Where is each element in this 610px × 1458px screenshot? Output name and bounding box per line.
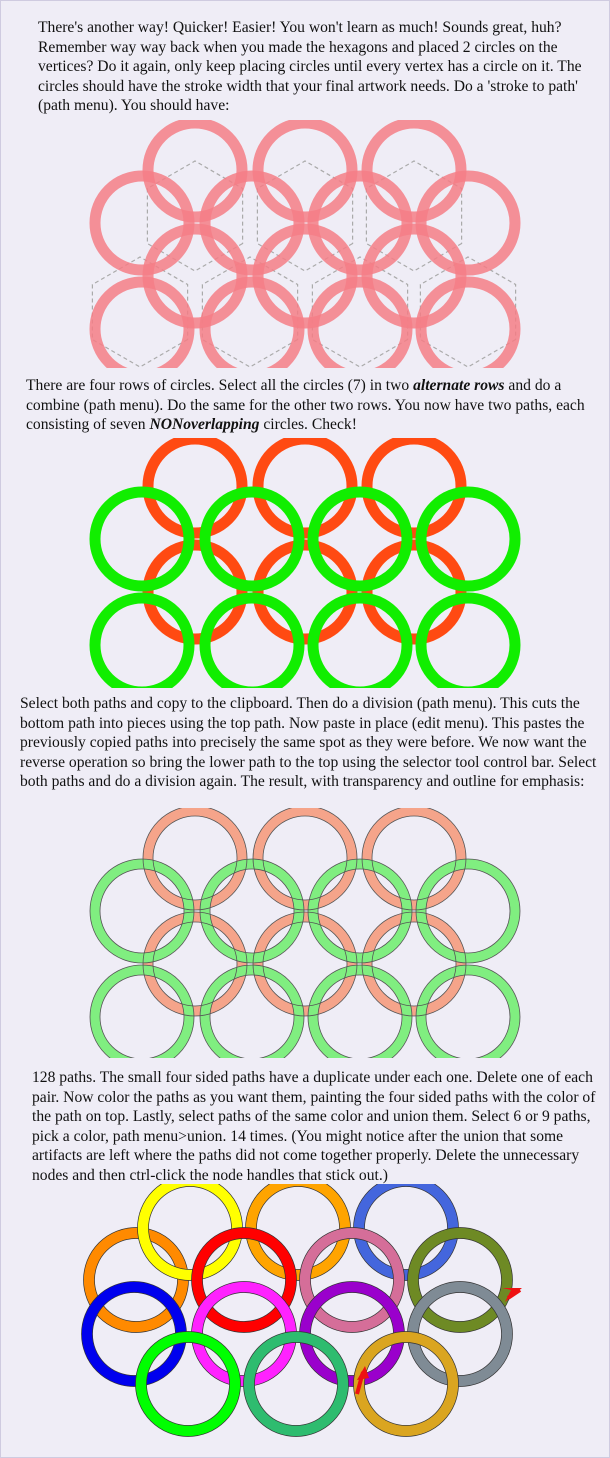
salmon-ring — [367, 917, 461, 1011]
pink-ring — [148, 123, 242, 217]
pink-ring — [205, 282, 299, 368]
colored-ring — [413, 1287, 507, 1381]
orange-ring — [258, 439, 352, 533]
figure-pink-circles — [0, 120, 610, 368]
light-green-ring — [421, 970, 515, 1058]
orange-ring — [258, 545, 352, 639]
ring-outline — [100, 869, 184, 953]
salmon-ring — [367, 811, 461, 905]
colored-ring — [359, 1184, 453, 1275]
green-ring — [95, 598, 189, 688]
salmon-ring — [258, 917, 352, 1011]
colored-ring — [413, 1233, 507, 1327]
intro-paragraph: There's another way! Quicker! Easier! You won't learn as much! Sounds great, huh? Remember way way back when you made the hexagons and placed 2 circles on the vertices? Do it again, only keep placing circles until every vertex has a circle on it. The circles should have the stroke width that your final artwork needs. Do a 'stroke to path' (path menu). You should have: — [38, 19, 582, 115]
ring-outline — [365, 1343, 448, 1426]
ring-outline — [372, 816, 456, 900]
ring-outline — [147, 1343, 230, 1426]
rows-paragraph: There are four rows of circles. Select all the circles (7) in two alternate rows and do a combine (path menu). Do the same for the other two rows. You now have two paths, each consisting of seven NONoverlapping circles. Check! — [26, 377, 585, 434]
ring-outline — [210, 869, 294, 953]
pink-ring — [313, 282, 407, 368]
pink-ring — [258, 229, 352, 323]
pink-ring — [367, 123, 461, 217]
ring-outline — [255, 1343, 338, 1426]
ring-outline — [419, 1239, 502, 1322]
ring-outline — [153, 816, 237, 900]
ring-outline — [149, 1187, 232, 1270]
colored-ring — [141, 1337, 235, 1431]
green-ring — [95, 492, 189, 586]
figure-division-result — [0, 808, 610, 1058]
ring-outline — [95, 1239, 178, 1322]
green-ring — [205, 492, 299, 586]
ring-outline — [372, 922, 456, 1006]
colored-ring — [359, 1337, 453, 1431]
ring-outline — [210, 975, 294, 1058]
pink-ring — [95, 176, 189, 270]
orange-ring — [367, 545, 461, 639]
light-green-ring — [205, 864, 299, 958]
ring-outline — [263, 816, 347, 900]
coloring-paragraph: 128 paths. The small four sided paths have a duplicate under each one. Delete one of each pair. Now color the paths as you want them, painting the four sided paths with the color of the path on top. Lastly, select paths of the same color and union them. Select 6 or 9 paths, pick a color, path menu>union. 14 times. (You might notice after the union that some artifacts are left where the paths did not come together properly. Delete the unnecessary nodes and then ctrl-click the node handles that stick out.) — [32, 1069, 596, 1184]
green-ring — [313, 492, 407, 586]
colored-ring — [197, 1287, 291, 1381]
light-green-ring — [95, 970, 189, 1058]
light-green-ring — [205, 970, 299, 1058]
green-ring — [205, 598, 299, 688]
colored-ring — [305, 1287, 399, 1381]
pink-ring — [421, 176, 515, 270]
ring-outline — [318, 975, 402, 1058]
pink-ring — [205, 176, 299, 270]
ring-outline — [419, 1293, 502, 1376]
orange-ring — [148, 545, 242, 639]
ring-outline — [203, 1293, 286, 1376]
ring-outline — [203, 1239, 286, 1322]
ring-outline — [311, 1239, 394, 1322]
ring-outline — [426, 869, 510, 953]
pink-ring — [95, 282, 189, 368]
ring-outline — [93, 1293, 176, 1376]
orange-ring — [148, 439, 242, 533]
ring-outline — [257, 1187, 340, 1270]
colored-ring — [89, 1233, 183, 1327]
figure-final-colored — [0, 1184, 610, 1454]
ring-outline — [153, 922, 237, 1006]
pink-ring — [421, 282, 515, 368]
ring-outline — [365, 1187, 448, 1270]
light-green-ring — [95, 864, 189, 958]
pink-ring — [148, 229, 242, 323]
salmon-ring — [148, 917, 242, 1011]
green-ring — [313, 598, 407, 688]
colored-ring — [143, 1184, 237, 1275]
colored-ring — [249, 1337, 343, 1431]
colored-ring — [305, 1233, 399, 1327]
pink-ring — [258, 123, 352, 217]
division-paragraph: Select both paths and copy to the clipboard. Then do a division (path menu). This cuts the bottom path into pieces using the top path. Now paste in place (edit menu). This pastes the previously copied paths into precisely the same spot as they were before. We now want the reverse operation so bring the lower path to the top using the selector tool control bar. Select both paths and do a division again. The result, with transparency and outline for emphasis: — [20, 695, 597, 791]
light-green-ring — [313, 970, 407, 1058]
colored-ring — [87, 1287, 181, 1381]
pink-ring — [367, 229, 461, 323]
ring-outline — [263, 922, 347, 1006]
ring-outline — [311, 1293, 394, 1376]
ring-outline — [100, 975, 184, 1058]
colored-ring — [251, 1184, 345, 1275]
light-green-ring — [421, 864, 515, 958]
salmon-ring — [148, 811, 242, 905]
salmon-ring — [258, 811, 352, 905]
pink-ring — [313, 176, 407, 270]
light-green-ring — [313, 864, 407, 958]
ring-outline — [426, 975, 510, 1058]
orange-ring — [367, 439, 461, 533]
green-ring — [421, 492, 515, 586]
figure-two-paths — [0, 438, 610, 688]
green-ring — [421, 598, 515, 688]
colored-ring — [197, 1233, 291, 1327]
ring-outline — [318, 869, 402, 953]
